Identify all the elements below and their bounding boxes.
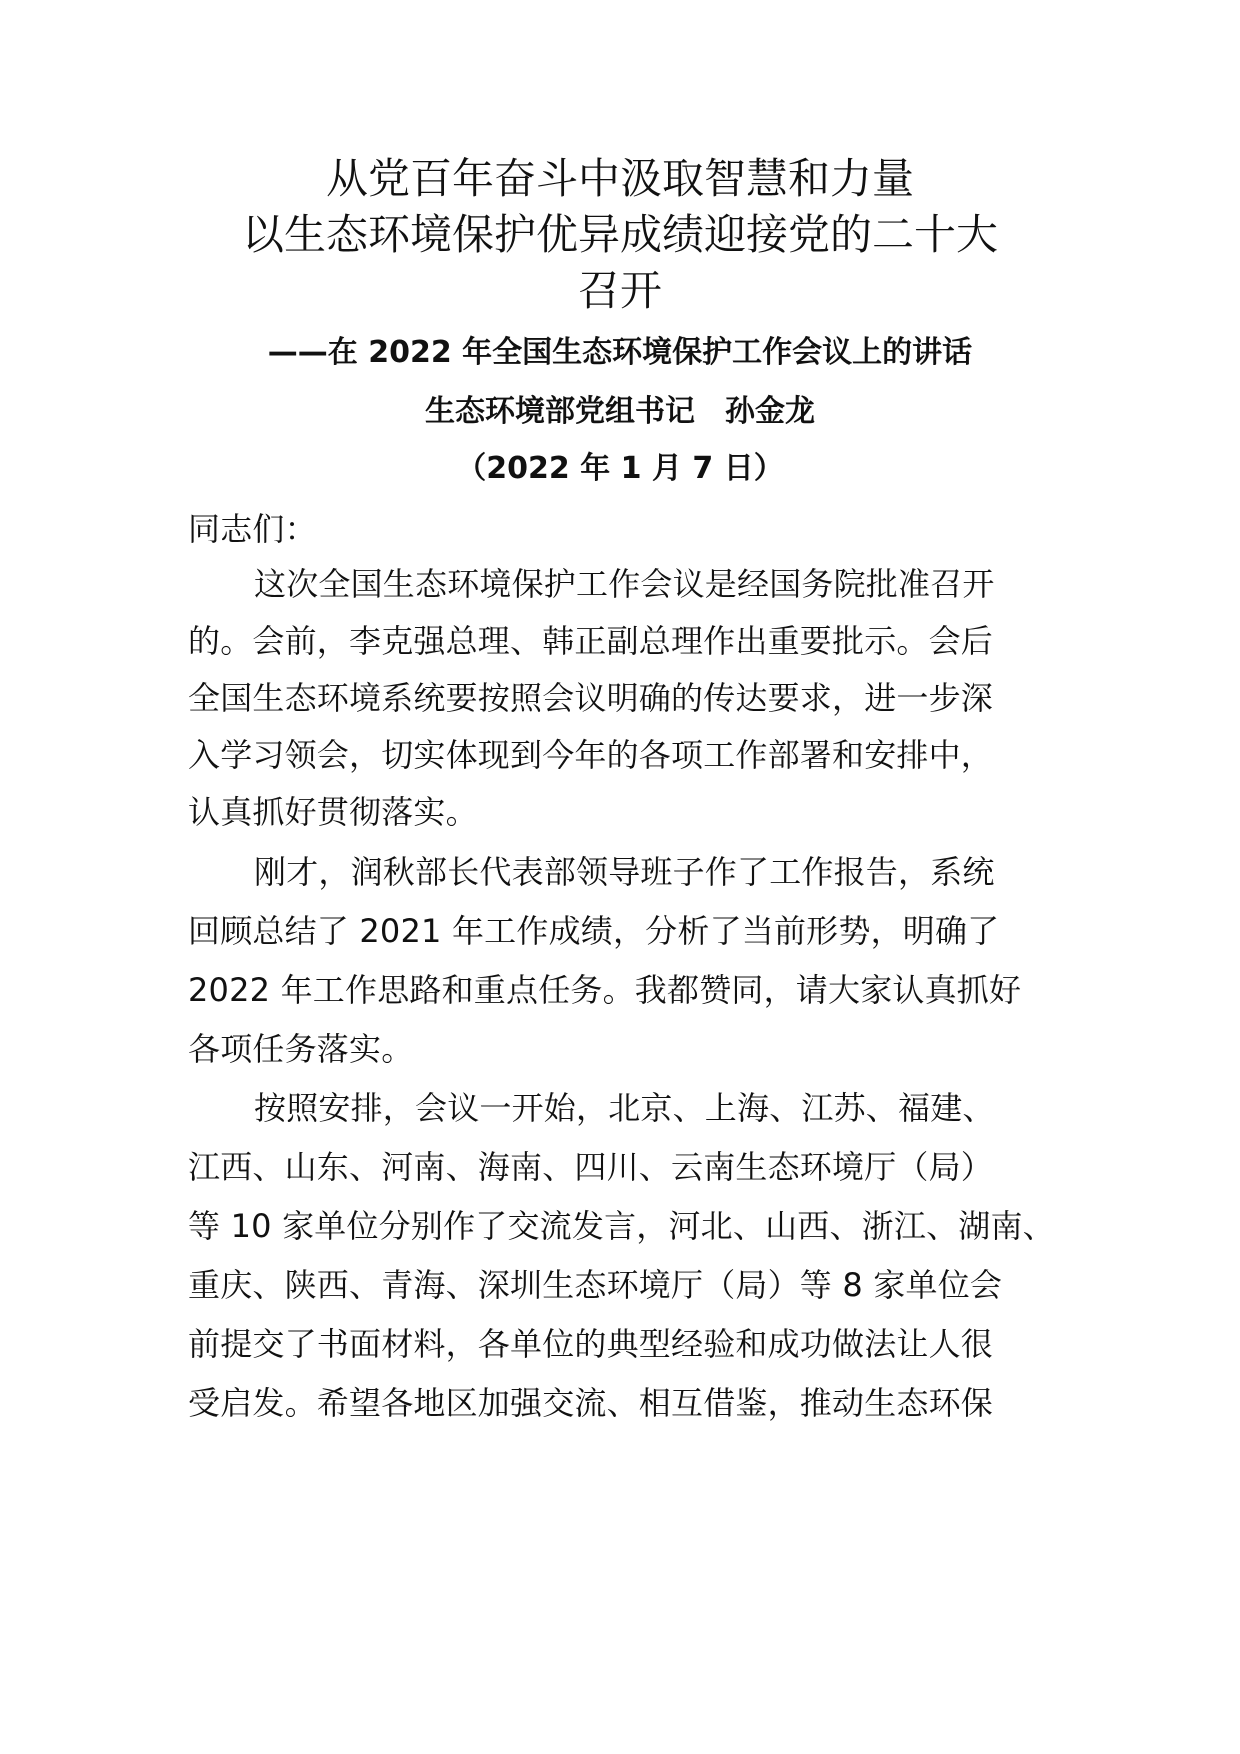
body-line-14: 前提交了书面材料，各单位的典型经验和成功做法让人很	[188, 1325, 994, 1363]
body-line-9: 各项任务落实。	[188, 1030, 414, 1068]
body-line-15: 受启发。希望各地区加强交流、相互借鉴，推动生态环保	[188, 1384, 994, 1422]
body-line-7: 回顾总结了 2021 年工作成绩，分析了当前形势，明确了	[188, 912, 1000, 950]
title-line-1: 从党百年奋斗中汲取智慧和力量	[325, 154, 914, 203]
subtitle: ——在 2022 年全国生态环境保护工作会议上的讲话	[267, 335, 973, 370]
body-line-4: 入学习领会，切实体现到今年的各项工作部署和安排中，	[188, 736, 994, 774]
author-line: 生态环境部党组书记 孙金龙	[425, 394, 815, 429]
salutation: 同志们：	[188, 510, 317, 548]
body-line-5: 认真抓好贯彻落实。	[188, 793, 478, 831]
body-line-8: 2022 年工作思路和重点任务。我都赞同，请大家认真抓好	[188, 971, 1022, 1009]
body-line-6: 刚才，润秋部长代表部领导班子作了工作报告，系统	[254, 853, 995, 891]
title-line-3: 召开	[577, 266, 662, 315]
body-line-10: 按照安排，会议一开始，北京、上海、江苏、福建、	[254, 1089, 995, 1127]
body-line-2: 的。会前，李克强总理、韩正副总理作出重要批示。会后	[188, 622, 994, 660]
body-line-1: 这次全国生态环境保护工作会议是经国务院批准召开	[254, 565, 995, 603]
date-line: （2022 年 1 月 7 日）	[456, 451, 784, 486]
body-line-13: 重庆、陕西、青海、深圳生态环境厅（局）等 8 家单位会	[188, 1266, 1003, 1304]
body-line-3: 全国生态环境系统要按照会议明确的传达要求，进一步深	[188, 679, 994, 717]
body-line-11: 江西、山东、河南、海南、四川、云南生态环境厅（局）	[188, 1148, 994, 1186]
body-line-12: 等 10 家单位分别作了交流发言，河北、山西、浙江、湖南、	[188, 1207, 1055, 1245]
title-line-2: 以生态环境保护优异成绩迎接党的二十大	[241, 210, 998, 259]
